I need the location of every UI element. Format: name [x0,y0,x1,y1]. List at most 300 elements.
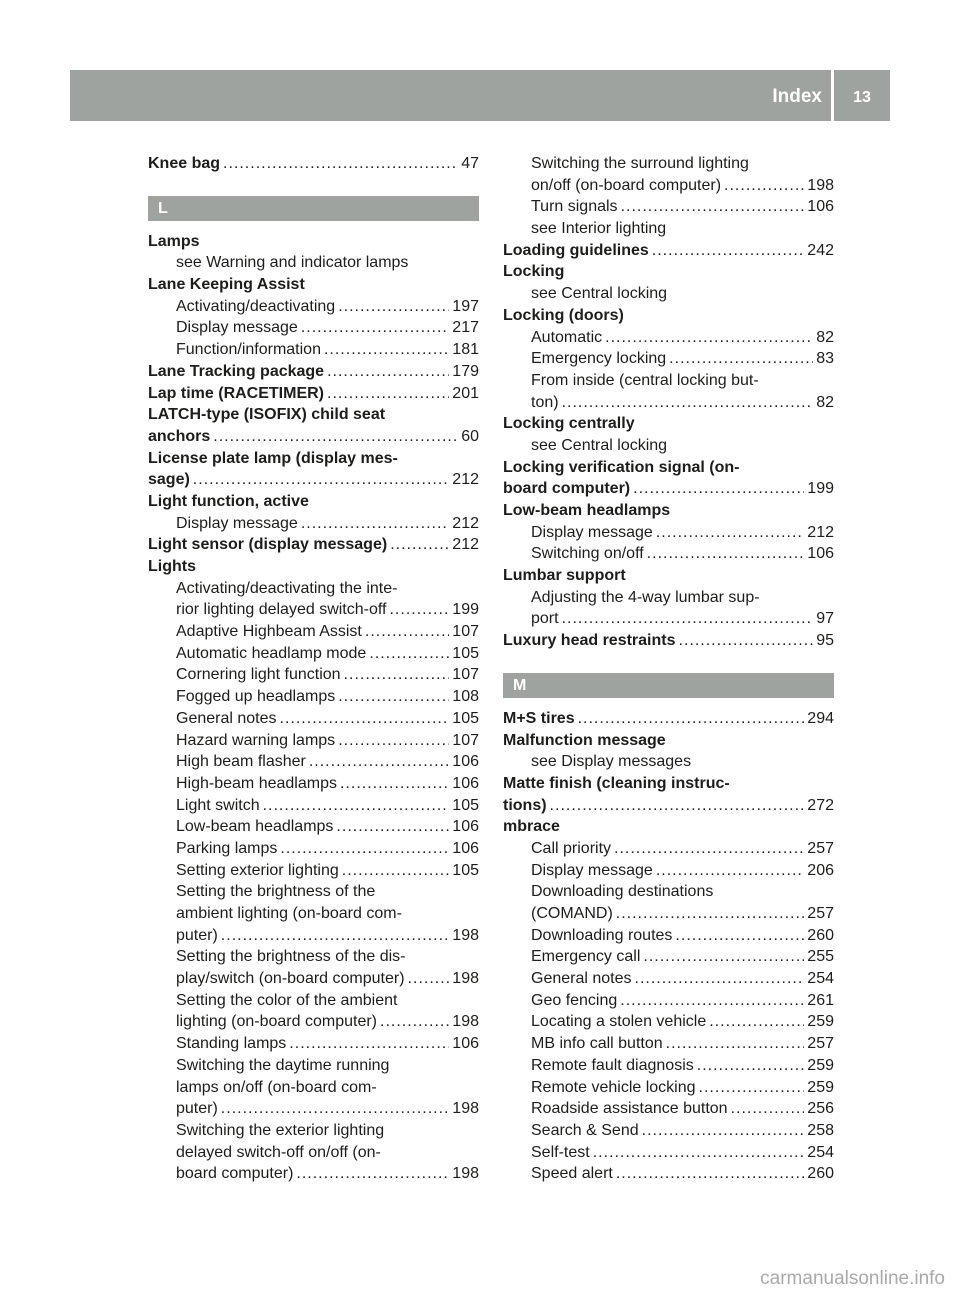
index-entry [503,773,834,795]
entry-page: 198 [452,926,479,944]
index-subentry [503,218,834,240]
entry-page: 212 [807,523,834,541]
entry-page: 257 [807,839,834,857]
entry-page: 106 [452,839,479,857]
entry-page: 260 [807,926,834,944]
leader-dots [550,795,805,817]
leader-dots [369,643,449,665]
leader-dots [709,1011,804,1033]
entry-term: Switching the exterior lighting [176,1121,385,1139]
entry-term: see Display messages [531,753,692,771]
entry-term: Setting the brightness of the [176,883,376,901]
entry-term: see Warning and indicator lamps [176,254,409,272]
index-subentry [503,587,834,609]
index-subentry [503,990,834,1012]
entry-term: Remote fault diagnosis [531,1056,694,1074]
entry-term: see Central locking [531,436,668,454]
entry-page: 217 [452,319,479,337]
index-subentry [148,664,479,686]
entry-term: Call priority [531,839,612,857]
index-entry [503,240,834,262]
entry-page: 82 [816,328,834,346]
entry-term: Loading guidelines [503,241,649,259]
entry-term: port [531,610,559,628]
entry-page: 198 [452,970,479,988]
leader-dots [365,621,449,643]
index-entry [503,413,834,435]
entry-term: Matte finish (cleaning instruc- [503,774,730,792]
leader-dots [338,686,449,708]
entry-page: 198 [452,1165,479,1183]
entry-term: lighting (on-board computer) [176,1013,377,1031]
entry-page: 257 [807,905,834,922]
index-subentry [503,1055,834,1077]
entry-page: 259 [807,1078,834,1096]
entry-term: Light sensor (display message) [148,536,388,554]
entry-term: Lamps [148,232,200,250]
entry-page: 197 [452,297,479,315]
index-subentry [503,838,834,860]
leader-dots [296,1163,449,1185]
index-entry [503,457,834,479]
entry-term: sage) [148,471,190,489]
entry-term: General notes [176,709,277,727]
entry-page: 259 [807,1056,834,1074]
leader-dots [221,1098,450,1120]
leader-dots [380,1011,449,1033]
index-subentry [148,513,479,535]
index-subentry [503,392,834,414]
index-subentry [503,1098,834,1120]
entry-page: 199 [452,601,479,619]
index-subentry [503,946,834,968]
index-subentry [148,708,479,730]
entry-term: Locking verification signal (on- [503,458,740,476]
index-entry [503,630,834,652]
index-subentry [503,1033,834,1055]
index-subentry [148,252,479,274]
leader-dots [699,1077,805,1099]
index-subentry [148,730,479,752]
entry-term: Activating/deactivating [176,297,336,315]
entry-page: 105 [452,796,479,814]
entry-page: 294 [807,709,834,727]
entry-page: 255 [807,948,834,966]
entry-term: mbrace [503,818,560,836]
index-entry [148,448,479,470]
index-subentry [148,621,479,643]
index-subentry [503,1011,834,1033]
leader-dots [669,348,813,370]
entry-page: 258 [807,1121,834,1139]
leader-dots [213,426,458,448]
entry-page: 259 [807,1013,834,1031]
index-subentry [503,543,834,565]
index-subentry [148,578,479,600]
entry-page: 95 [816,632,834,650]
index-subentry [503,370,834,392]
entry-term: tions) [503,796,547,814]
index-entry [503,708,834,730]
entry-term: puter) [176,1100,218,1118]
leader-dots [679,630,814,652]
leader-dots [324,339,449,361]
leader-dots [675,925,804,947]
section-gap [148,175,479,186]
leader-dots [338,730,449,752]
entry-page: 201 [452,384,479,402]
leader-dots [336,816,449,838]
entry-term: Setting exterior lighting [176,861,339,879]
leader-dots [223,153,458,175]
page-number: 13 [853,89,871,106]
index-subentry [148,1163,479,1185]
entry-term: Search & Send [531,1121,639,1139]
entry-page: 256 [807,1100,834,1118]
entry-page: 60 [461,427,479,445]
index-entry [503,816,834,838]
leader-dots [635,968,805,990]
entry-page: 97 [816,610,834,628]
index-subentry [148,795,479,817]
leader-dots [301,317,449,339]
leader-dots [593,1142,805,1164]
index-subentry [503,283,834,305]
leader-dots [327,383,449,405]
index-entry [148,404,479,426]
entry-page: 105 [452,861,479,879]
entry-page: 198 [807,176,834,194]
index-subentry [148,643,479,665]
leader-dots [616,1163,804,1185]
index-subentry [148,1011,479,1033]
leader-dots [633,478,804,500]
index-subentry [503,860,834,882]
index-subentry [148,339,479,361]
entry-page: 107 [452,731,479,749]
leader-dots [666,1033,805,1055]
entry-page: 83 [816,350,834,368]
entry-page: 206 [807,861,834,879]
leader-dots [289,1033,449,1055]
entry-page: 82 [816,393,834,411]
leader-dots [616,903,805,925]
index-subentry [503,175,834,197]
index-subentry [148,925,479,947]
index-entry [148,383,479,405]
entry-term: Fogged up headlamps [176,688,336,706]
entry-term: Light function, active [148,492,309,510]
index-subentry [503,327,834,349]
index-subentry [503,925,834,947]
entry-page: 257 [807,1035,834,1053]
index-subentry [148,968,479,990]
leader-dots [643,946,804,968]
leader-dots [340,773,449,795]
entry-term: board computer) [503,480,631,498]
entry-term: Turn signals [531,198,618,216]
index-entry [148,491,479,513]
entry-term: Display message [531,861,653,879]
index-subentry [148,773,479,795]
entry-term: Hazard warning lamps [176,731,336,749]
index-entry [148,469,479,491]
entry-page: 254 [807,970,834,988]
index-subentry [148,1098,479,1120]
entry-term: delayed switch-off on/off (on- [176,1143,381,1161]
index-entry [503,261,834,283]
leader-dots [344,664,450,686]
entry-term: Automatic headlamp mode [176,644,367,662]
index-subentry [148,686,479,708]
entry-term: play/switch (on-board computer) [176,970,405,988]
leader-dots [309,751,449,773]
leader-dots [697,1055,805,1077]
leader-dots [389,599,449,621]
entry-page: 181 [452,341,479,359]
leader-dots [221,925,450,947]
entry-term: Display message [176,319,298,337]
index-subentry [503,196,834,218]
index-subentry [503,348,834,370]
entry-term: puter) [176,926,218,944]
leader-dots [327,361,449,383]
entry-page: 242 [807,241,834,259]
entry-page: 212 [452,471,479,489]
page-title: Index [772,86,822,107]
leader-dots [338,296,449,318]
leader-dots [731,1098,805,1120]
entry-page: 47 [461,155,479,172]
index-subentry [148,990,479,1012]
entry-page: 260 [807,1165,834,1183]
leader-dots [408,968,450,990]
entry-page: 272 [807,796,834,814]
entry-page: 199 [807,480,834,498]
leader-dots [642,1120,805,1142]
entry-term: on/off (on-board computer) [531,176,722,194]
index-subentry [503,522,834,544]
index-subentry [148,296,479,318]
entry-term: Emergency locking [531,350,667,368]
entry-term: Low-beam headlamps [176,818,334,836]
index-entry [503,305,834,327]
entry-term: High beam flasher [176,753,306,771]
entry-term: LATCH-type (ISOFIX) child seat [148,406,386,424]
entry-term: Emergency call [531,948,641,966]
entry-term: ton) [531,393,559,411]
entry-term: Locking centrally [503,415,635,433]
leader-dots [652,240,805,262]
index-subentry [503,1163,834,1185]
entry-term: Locking (doors) [503,306,624,324]
index-subentry [503,751,834,773]
entry-term: (COMAND) [531,905,613,922]
index-subentry [148,838,479,860]
entry-term: Downloading destinations [531,883,714,901]
entry-term: rior lighting delayed switch-off [176,601,387,619]
leader-dots [614,838,804,860]
entry-page: 106 [807,545,834,563]
entry-page: 106 [452,1035,479,1053]
section-gap [503,652,834,663]
entry-page: 106 [807,198,834,216]
entry-page: 212 [452,514,479,532]
entry-term: Adjusting the 4-way lumbar sup- [531,588,760,606]
index-subentry [148,751,479,773]
entry-term: Knee bag [148,155,221,172]
entry-page: 254 [807,1143,834,1161]
index-entry [148,426,479,448]
leader-dots [620,990,804,1012]
entry-term: Setting the color of the ambient [176,991,398,1009]
index-entry [148,153,479,175]
entry-term: Activating/deactivating the inte- [176,579,398,597]
leader-dots [263,795,450,817]
index-column-left [148,153,479,1185]
entry-term: Roadside assistance button [531,1100,728,1118]
index-subentry [503,903,834,925]
entry-term: Cornering light function [176,666,341,684]
entry-term: Malfunction message [503,731,666,749]
entry-term: License plate lamp (display mes- [148,449,398,467]
entry-page: 108 [452,688,479,706]
entry-term: Lumbar support [503,567,626,585]
index-subentry [148,903,479,925]
entry-page: 106 [452,818,479,836]
index-entry [148,231,479,253]
entry-page: 106 [452,753,479,771]
index-entry [503,795,834,817]
entry-page: 107 [452,666,479,684]
entry-term: Locking [503,263,565,281]
index-subentry [148,1120,479,1142]
entry-term: Automatic [531,328,603,346]
entry-term: Parking lamps [176,839,278,857]
index-entry [148,556,479,578]
entry-term: Display message [176,514,298,532]
entry-term: Setting the brightness of the dis- [176,948,406,966]
entry-term: Geo fencing [531,991,618,1009]
index-subentry [148,1033,479,1055]
entry-term: Switching the surround lighting [531,155,749,172]
leader-dots [193,469,450,491]
entry-term: Light switch [176,796,260,814]
watermark: carmanualsonline.info [760,1268,945,1289]
entry-page: 212 [452,536,479,554]
entry-term: High-beam headlamps [176,774,337,792]
entry-page: 106 [452,774,479,792]
index-entry [503,500,834,522]
leader-dots [647,543,805,565]
index-subentry [503,435,834,457]
entry-term: Adaptive Highbeam Assist [176,623,362,641]
index-entry [148,534,479,556]
leader-dots [656,522,804,544]
entry-term: Standing lamps [176,1035,287,1053]
leader-dots [342,860,450,882]
entry-term: anchors [148,427,211,445]
entry-term: Lights [148,558,196,575]
index-subentry [503,1142,834,1164]
leader-dots [621,196,805,218]
index-subentry [148,816,479,838]
entry-page: 198 [452,1100,479,1118]
leader-dots [562,608,814,630]
leader-dots [724,175,804,197]
entry-term: Lap time (RACETIMER) [148,384,324,402]
index-subentry [148,860,479,882]
entry-page: 107 [452,623,479,641]
index-subentry [148,1077,479,1099]
entry-term: Switching on/off [531,545,644,563]
entry-term: board computer) [176,1165,294,1183]
index-subentry [148,881,479,903]
entry-term: Remote vehicle locking [531,1078,696,1096]
index-entry [148,274,479,296]
index-subentry [503,1077,834,1099]
leader-dots [605,327,813,349]
index-subentry [148,599,479,621]
entry-term: Switching the daytime running [176,1056,390,1074]
leader-dots [301,513,449,535]
index-entry [503,565,834,587]
entry-page: 105 [452,644,479,662]
section-letter: L [148,196,479,221]
entry-page: 198 [452,1013,479,1031]
section-letter: M [503,673,834,698]
index-subentry [503,1120,834,1142]
index-entry [503,730,834,752]
entry-term: General notes [531,970,632,988]
entry-term: M+S tires [503,709,575,727]
index-entry [148,361,479,383]
index-entry [503,478,834,500]
entry-term: MB info call button [531,1035,663,1053]
entry-term: lamps on/off (on-board com- [176,1078,377,1096]
entry-page: 261 [807,991,834,1009]
entry-term: Function/information [176,341,321,359]
entry-term: Self-test [531,1143,590,1161]
leader-dots [578,708,805,730]
index-subentry [503,881,834,903]
entry-term: ambient lighting (on-board com- [176,905,402,922]
entry-term: From inside (central locking but- [531,371,759,389]
leader-dots [390,534,449,556]
index-subentry [148,1142,479,1164]
leader-dots [562,392,814,414]
entry-term: Lane Tracking package [148,362,325,380]
entry-term: Luxury head restraints [503,632,676,650]
index-subentry [503,608,834,630]
index-column-right [503,153,834,1185]
entry-term: Downloading routes [531,926,673,944]
entry-term: Lane Keeping Assist [148,276,305,294]
leader-dots [280,838,449,860]
index-subentry [503,968,834,990]
entry-term: Locating a stolen vehicle [531,1013,707,1031]
index-subentry [503,153,834,175]
leader-dots [280,708,450,730]
index-subentry [148,1055,479,1077]
index-subentry [148,317,479,339]
entry-page: 105 [452,709,479,727]
entry-term: Speed alert [531,1165,613,1183]
entry-term: see Interior lighting [531,220,667,238]
entry-page: 179 [452,362,479,380]
index-subentry [148,946,479,968]
entry-term: Display message [531,523,653,541]
